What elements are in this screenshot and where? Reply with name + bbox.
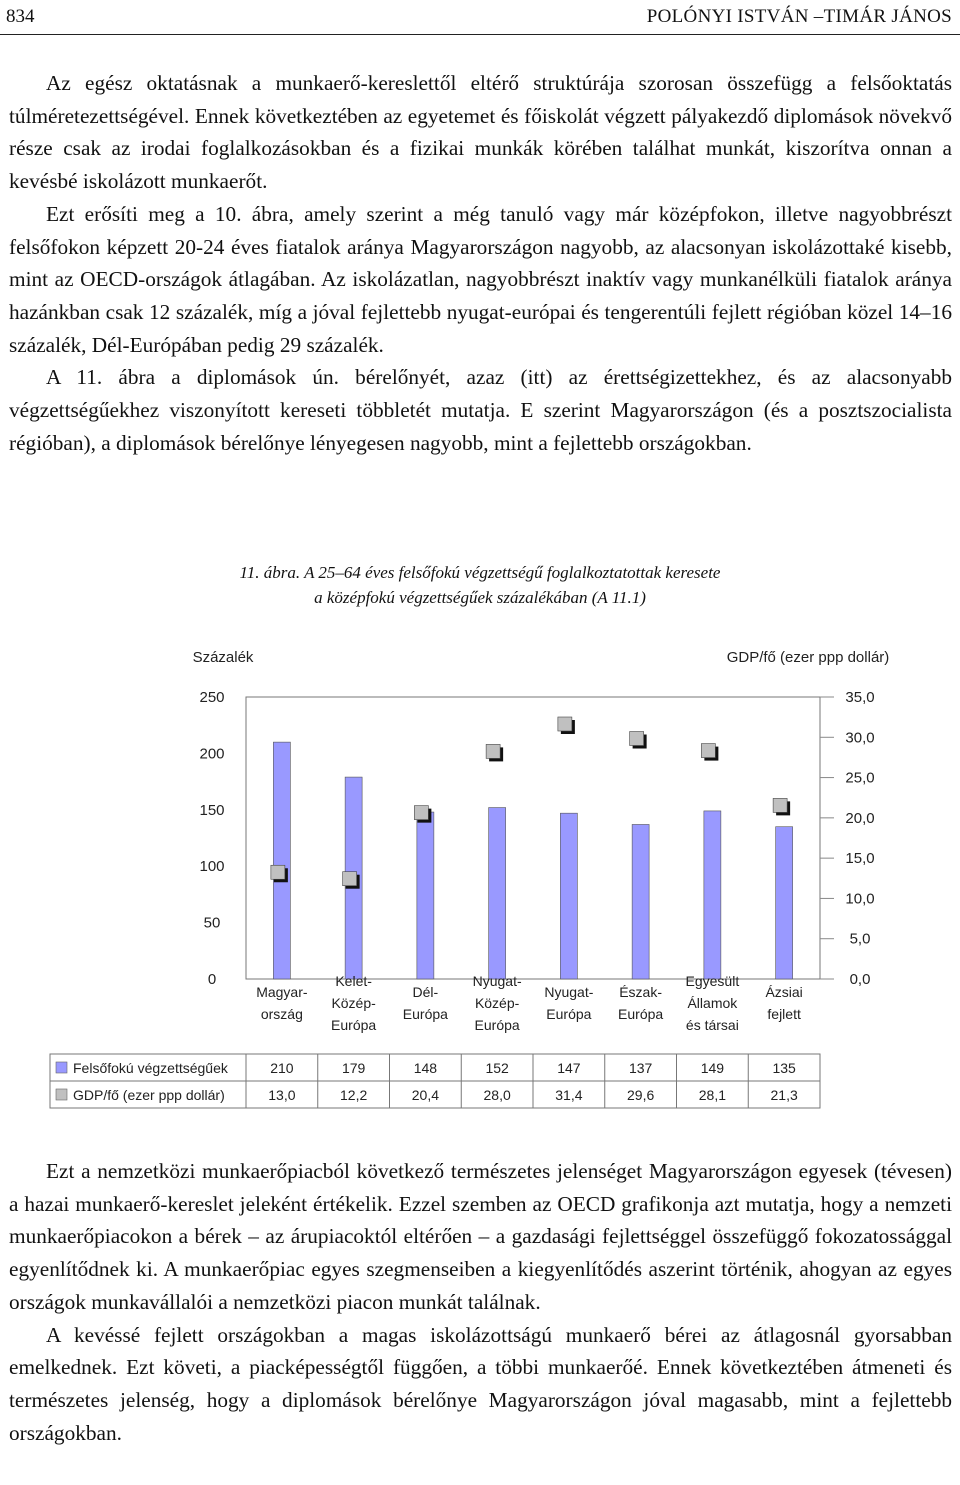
paragraph: Ezt a nemzetközi munkaerőpiacból következő természetes jelenséget Magyarországon egyesek (tévesen) a hazai munkaerő-kereslet jeleként értékelik. Ezzel szemben az OECD grafikonja azt mutatja, hogy a nemzeti munkaerőpiacokon a bérek – az árupiacoktól eltérően – a gazdasági fejlettséggel összefüggő fokozatossággal egyenlítődnek ki. A munkaerőpiac egyes szegmenseiben a kiegyenlítődés aszerint történik, ahogyan az egyes országok munkavállalói a nemzetközi piacon munkát találnak. (9, 1159, 952, 1314)
category-label: Államok (687, 995, 738, 1011)
paragraph: Az egész oktatásnak a munkaerő-kereslettől eltérő struktúrája szorosan összefügg a felsőoktatás túlméretezettségével. Ennek következtében az egyetemet és főiskolát végzett pályakezdő diplomások növekvő része csak az irodai foglalkozásokban és a fizikai munkák körében találhat munkát, kiszorítva onnan a kevésbé iskolázott munkaerőt. (9, 71, 952, 194)
legend-label: Felsőfokú végzettségűek (73, 1060, 228, 1076)
left-tick-label: 50 (203, 914, 221, 932)
gdp-marker (343, 872, 357, 886)
category-label: ország (260, 1006, 303, 1022)
category-label: Nyugat- (544, 984, 594, 1000)
left-axis-title: Százalék (192, 649, 254, 666)
figure-caption-line: 11. ábra. A 25–64 éves felsőfokú végzettségű foglalkoztatottak keresete (239, 563, 721, 582)
bar (632, 824, 649, 979)
left-tick-label: 100 (199, 858, 225, 876)
data-table-value: 13,0 (268, 1087, 296, 1103)
gdp-marker (271, 865, 285, 879)
legend-swatch (56, 1062, 67, 1073)
data-table-value: 135 (772, 1060, 796, 1076)
page-number: 834 (6, 6, 35, 27)
plot-area (246, 697, 820, 979)
data-table-value: 28,0 (483, 1087, 511, 1103)
figure-caption (0, 560, 960, 610)
body-text-bottom (9, 1155, 952, 1449)
left-tick-label: 0 (207, 971, 217, 988)
running-title: POLÓNYI ISTVÁN –TIMÁR JÁNOS (646, 6, 952, 27)
right-tick-label: 15,0 (845, 850, 875, 868)
bar (489, 808, 506, 979)
data-table-value: 29,6 (627, 1087, 655, 1103)
gdp-marker (773, 798, 787, 812)
gdp-marker (486, 744, 500, 758)
figure-caption-line: a középfokú végzettségűek százalékában (A 11.1) (314, 588, 646, 607)
category-label: Kelet- (335, 973, 372, 989)
category-label: Közép- (474, 995, 520, 1011)
data-table-value: 147 (557, 1060, 581, 1076)
paragraph: Ezt erősíti meg a 10. ábra, amely szerint a még tanuló vagy már középfokon, illetve nagyobbrészt felsőfokon képzett 20-24 éves fiatalok aránya Magyarországon nagyobb, az alacsonyan iskolázottaké kisebb, mint az OECD-országok átlagában. Az iskolázatlan, nagyobbrészt inaktív vagy munkanélküli fiatalok aránya hazánkban csak 12 százalék, míg a jóval fejlettebb nyugat-európai és tengerentúli fejlett régióban közel 14–16 százalék, Dél-Európában pedig 29 százalék. (9, 201, 952, 357)
page-header (0, 0, 960, 35)
category-label: Európa (618, 1006, 664, 1022)
category-label: Európa (546, 1006, 592, 1022)
data-table-value: 21,3 (770, 1087, 798, 1103)
right-tick-label: 25,0 (845, 769, 875, 787)
category-label: Európa (402, 1006, 448, 1022)
right-tick-label: 30,0 (845, 729, 875, 747)
data-table-value: 28,1 (698, 1087, 726, 1103)
left-tick-label: 200 (199, 745, 225, 763)
data-table-value: 20,4 (411, 1087, 439, 1103)
data-table-value: 179 (341, 1060, 366, 1076)
paragraph: A kevéssé fejlett országokban a magas iskolázottságú munkaerő bérei az átlagosnál gyorsabban emelkednek. Ezt követi, a piacképességtől függően, a többi munkaerőé. Ennek következtében átmeneti és természetes jelenség, hogy a diplomások bérelőnye Magyarországon jóval magasabb, mint a fejlettebb országokban. (9, 1322, 952, 1445)
data-table-value: 137 (628, 1060, 653, 1076)
category-label: Dél- (412, 984, 439, 1000)
left-tick-label: 250 (199, 689, 225, 706)
data-table-value: 148 (413, 1060, 438, 1076)
bar (776, 827, 793, 979)
category-label: Európa (331, 1017, 377, 1033)
category-label: Egyesült (685, 973, 740, 989)
bar (417, 812, 434, 979)
data-table-value: 31,4 (555, 1087, 583, 1103)
chart-container (0, 630, 960, 1120)
category-label: Ázsiai (765, 984, 803, 1000)
category-label: Magyar- (256, 984, 308, 1000)
legend-label: GDP/fő (ezer ppp dollár) (73, 1087, 225, 1103)
category-label: fejlett (767, 1006, 801, 1022)
bar (560, 813, 577, 979)
gdp-marker (558, 717, 572, 731)
body-text-top (9, 67, 952, 459)
category-label: Észak- (619, 984, 663, 1000)
right-axis-title: GDP/fő (ezer ppp dollár) (726, 649, 890, 666)
legend-swatch (56, 1089, 67, 1100)
category-label: Közép- (331, 995, 376, 1011)
gdp-marker (414, 806, 428, 820)
paragraph: A 11. ábra a diplomások ún. bérelőnyét, azaz (itt) az érettségizettekhez, és az alacsonyabb végzettségűekhez viszonyított kereseti többletét mutatja. E szerint Magyarországon (és a posztszocialista régióban), a diplomások bérelőnye lényegesen nagyobb, mint a fejlettebb országokban. (9, 365, 952, 455)
left-tick-label: 150 (199, 801, 225, 819)
right-tick-label: 20,0 (845, 809, 875, 827)
gdp-marker (701, 744, 715, 758)
category-label: Európa (474, 1017, 520, 1033)
right-tick-label: 10,0 (845, 890, 875, 908)
right-tick-label: 0,0 (849, 971, 871, 988)
data-table-value: 12,2 (340, 1087, 368, 1103)
bar (704, 811, 721, 979)
combo-chart (0, 630, 960, 1120)
right-tick-label: 35,0 (845, 689, 875, 706)
data-table-value: 149 (700, 1060, 725, 1076)
gdp-marker (630, 732, 644, 746)
category-label: és társai (685, 1017, 739, 1033)
data-table-value: 210 (270, 1060, 294, 1076)
bar (273, 742, 290, 979)
category-label: Nyugat- (472, 973, 522, 989)
right-tick-label: 5,0 (849, 930, 871, 948)
data-table-value: 152 (485, 1060, 509, 1076)
